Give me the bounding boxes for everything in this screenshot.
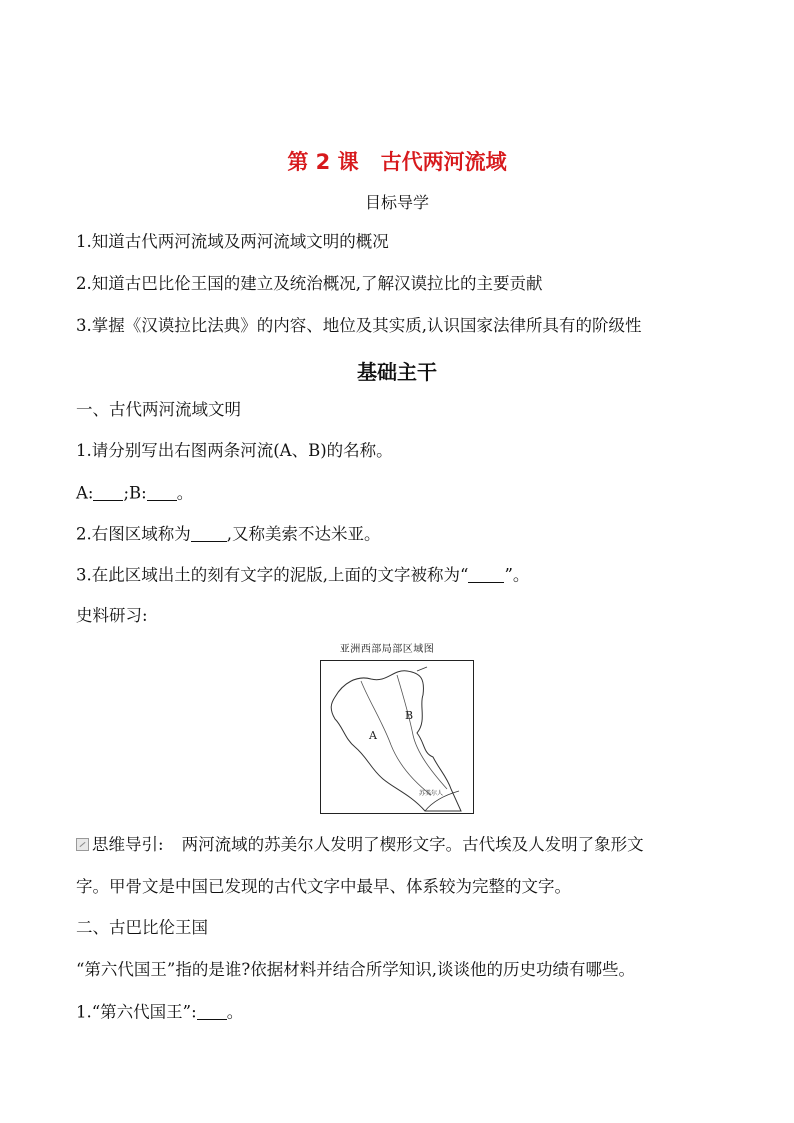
part2-heading: 二、古巴比伦王国 <box>76 918 208 937</box>
region-map <box>312 640 482 816</box>
source-label: 史料研习: <box>76 606 148 625</box>
map-label-sumer: 苏美尔人 <box>419 790 444 797</box>
hint-line-2: 字。甲骨文是中国已发现的古代文字中最早、体系较为完整的文字。 <box>76 877 571 896</box>
map-drawing <box>321 661 473 813</box>
river-b-line <box>397 675 447 789</box>
question-1: 1.请分别写出右图两条河流(A、B)的名称。 <box>76 441 393 460</box>
question-2-pre: 2.右图区域称为 <box>76 524 191 544</box>
hint-line-1 <box>76 835 644 855</box>
question-1-answer <box>76 483 193 503</box>
question-3-post: ”。 <box>504 565 530 585</box>
part2-q1-pre: 1.“第六代国王”: <box>76 1002 197 1022</box>
objective-1: 1.知道古代两河流域及两河流域文明的概况 <box>76 232 389 251</box>
answer-a-blank[interactable] <box>93 483 123 501</box>
question-2 <box>76 524 381 544</box>
answer-b-label: ;B: <box>123 483 147 503</box>
map-label-b: B <box>405 709 414 722</box>
hint-text-1: 两河流域的苏美尔人发明了楔形文字。古代埃及人发明了象形文 <box>181 835 644 854</box>
objective-3: 3.掌握《汉谟拉比法典》的内容、地位及其实质,认识国家法律所具有的阶级性 <box>76 316 642 335</box>
part2-q1-blank[interactable] <box>197 1002 227 1020</box>
answer-end: 。 <box>176 483 194 503</box>
objective-2: 2.知道古巴比伦王国的建立及统治概况,了解汉谟拉比的主要贡献 <box>76 274 543 293</box>
part1-heading: 一、古代两河流域文明 <box>76 400 241 419</box>
answer-a-label: A: <box>76 483 94 503</box>
part2-question: “第六代国王”指的是谁?依据材料并结合所学知识,谈谈他的历史功绩有哪些。 <box>76 960 635 979</box>
map-frame <box>320 660 474 814</box>
map-label-a: A <box>369 729 377 742</box>
question-2-post: ,又称美索不达米亚。 <box>226 524 381 544</box>
question-3-blank[interactable] <box>468 565 504 583</box>
part2-q1 <box>76 1002 243 1022</box>
section-heading: 基础主干 <box>357 360 437 384</box>
question-3 <box>76 565 529 585</box>
hint-icon <box>76 838 89 851</box>
question-3-pre: 3.在此区域出土的刻有文字的泥版,上面的文字被称为“ <box>76 565 469 585</box>
hint-label: 思维导引: <box>92 835 164 854</box>
cut-mark <box>417 667 427 671</box>
lesson-title <box>0 146 794 176</box>
map-title: 亚洲西部局部区域图 <box>339 644 435 655</box>
lesson-name: 古代两河流域 <box>380 150 507 174</box>
lesson-number: 第 2 课 <box>287 150 359 174</box>
part2-q1-post: 。 <box>226 1002 244 1022</box>
question-2-blank[interactable] <box>191 524 227 542</box>
answer-b-blank[interactable] <box>147 483 177 501</box>
subtitle: 目标导学 <box>364 193 429 212</box>
